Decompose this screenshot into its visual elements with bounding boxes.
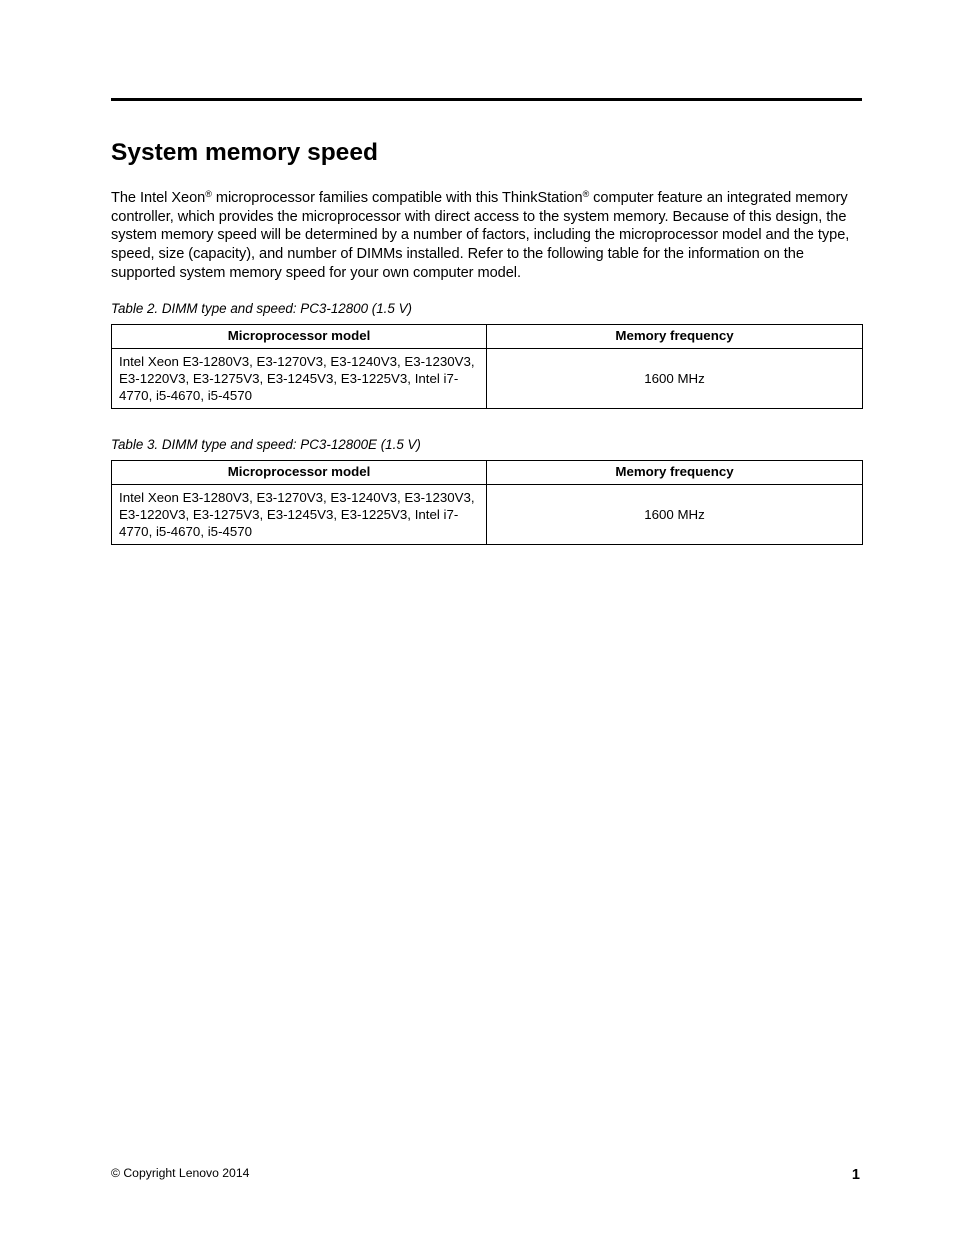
cell-frequency: 1600 MHz <box>487 484 863 544</box>
registered-mark-2: ® <box>582 189 590 199</box>
dimm-table-3 <box>111 460 863 545</box>
column-header-frequency: Memory frequency <box>487 324 863 348</box>
table-row <box>112 484 863 544</box>
intro-text-1: The Intel Xeon <box>111 190 206 206</box>
table-caption-2: Table 2. DIMM type and speed: PC3-12800 (1.5 V) <box>111 300 412 316</box>
column-header-model: Microprocessor model <box>112 460 487 484</box>
column-header-model: Microprocessor model <box>112 324 487 348</box>
document-page <box>111 98 862 545</box>
top-rule <box>111 98 862 101</box>
cell-frequency: 1600 MHz <box>487 348 863 408</box>
table-row <box>112 348 863 408</box>
intro-text-2: microprocessor families compatible with this ThinkStation <box>211 190 583 206</box>
copyright-notice: © Copyright Lenovo 2014 <box>111 1166 250 1180</box>
table-caption-3: Table 3. DIMM type and speed: PC3-12800E (1.5 V) <box>111 436 421 452</box>
cell-model: Intel Xeon E3-1280V3, E3-1270V3, E3-1240V3, E3-1230V3, E3-1220V3, E3-1275V3, E3-1245V3, E3-1225V3, Intel i7-4770, i5-4670, i5-4570 <box>112 348 487 408</box>
section-heading: System memory speed <box>111 139 378 166</box>
table-header-row <box>112 460 863 484</box>
intro-text-3: computer feature an integrated memory controller, which provides the microprocessor with direct access to the system memory. Because of this design, the system memory speed will be determined by a number of factors, including the microprocessor model and the type, speed, size (capacity), and number of DIMMs installed. Refer to the following table for the information on the supported system memory speed for your own computer model. <box>111 190 850 281</box>
dimm-table-2 <box>111 324 863 409</box>
column-header-frequency: Memory frequency <box>487 460 863 484</box>
cell-model: Intel Xeon E3-1280V3, E3-1270V3, E3-1240V3, E3-1230V3, E3-1220V3, E3-1275V3, E3-1245V3, E3-1225V3, Intel i7-4770, i5-4670, i5-4570 <box>112 484 487 544</box>
registered-mark-1: ® <box>205 189 212 199</box>
intro-paragraph <box>111 189 862 283</box>
page-number: 1 <box>851 1167 860 1183</box>
table-header-row <box>112 324 863 348</box>
